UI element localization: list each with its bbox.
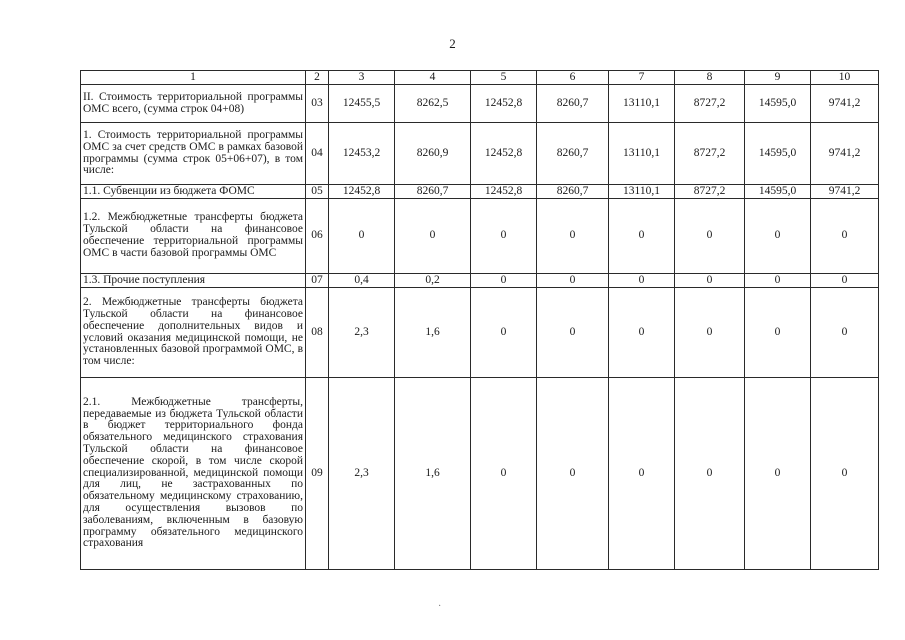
row-code: 04 <box>306 123 329 185</box>
table-cell: 9741,2 <box>811 185 879 199</box>
table-cell: 0 <box>745 199 811 274</box>
table-cell: 8260,7 <box>395 185 471 199</box>
table-cell: 0 <box>471 288 537 378</box>
table-header-row <box>81 71 879 85</box>
table-cell: 0 <box>329 199 395 274</box>
row-code: 05 <box>306 185 329 199</box>
table-cell: 14595,0 <box>745 123 811 185</box>
table-cell: 8260,7 <box>537 85 609 123</box>
table-cell: 8727,2 <box>675 185 745 199</box>
table-cell: 0 <box>537 378 609 570</box>
financial-table <box>80 70 879 570</box>
row-label: II. Стоимость территориальной программы ОМС всего, (сумма строк 04+08) <box>81 85 306 123</box>
table-row <box>81 85 879 123</box>
table-cell: 0 <box>609 288 675 378</box>
table-cell: 0 <box>675 199 745 274</box>
table-row <box>81 274 879 288</box>
column-header: 5 <box>471 71 537 85</box>
table-cell: 8260,9 <box>395 123 471 185</box>
table-row <box>81 185 879 199</box>
row-label: 1.2. Межбюджетные трансферты бюджета Тульской области на финансовое обеспечение территориальной программы ОМС в части базовой программы ОМС <box>81 199 306 274</box>
table-cell: 12452,8 <box>329 185 395 199</box>
table-cell: 0 <box>395 199 471 274</box>
table-cell: 1,6 <box>395 378 471 570</box>
column-header: 7 <box>609 71 675 85</box>
table-row <box>81 123 879 185</box>
table-cell: 0 <box>675 378 745 570</box>
table-cell: 0 <box>537 274 609 288</box>
row-code: 08 <box>306 288 329 378</box>
row-label: 1.1. Субвенции из бюджета ФОМС <box>81 185 306 199</box>
table-cell: 0 <box>811 199 879 274</box>
table-cell: 8262,5 <box>395 85 471 123</box>
column-header: 1 <box>81 71 306 85</box>
table-cell: 0 <box>811 288 879 378</box>
table-row <box>81 378 879 570</box>
table-cell: 0 <box>471 274 537 288</box>
table-cell: 0 <box>471 378 537 570</box>
table-cell: 0 <box>675 274 745 288</box>
table-cell: 8260,7 <box>537 185 609 199</box>
table-cell: 0 <box>609 274 675 288</box>
table-cell: 14595,0 <box>745 85 811 123</box>
table-cell: 0 <box>609 199 675 274</box>
scan-speck: · <box>438 601 442 612</box>
table-cell: 0 <box>745 288 811 378</box>
table-cell: 8727,2 <box>675 123 745 185</box>
table-cell: 8727,2 <box>675 85 745 123</box>
column-header: 10 <box>811 71 879 85</box>
table-cell: 0 <box>609 378 675 570</box>
table-cell: 0 <box>675 288 745 378</box>
table-cell: 13110,1 <box>609 185 675 199</box>
table-cell: 12452,8 <box>471 85 537 123</box>
table-cell: 0,2 <box>395 274 471 288</box>
table-cell: 12455,5 <box>329 85 395 123</box>
row-label: 1.3. Прочие поступления <box>81 274 306 288</box>
table-row <box>81 199 879 274</box>
table-cell: 12452,8 <box>471 123 537 185</box>
table-cell: 0 <box>537 199 609 274</box>
table-cell: 0 <box>811 274 879 288</box>
column-header: 4 <box>395 71 471 85</box>
row-label: 2.1. Межбюджетные трансферты, передаваемые из бюджета Тульской области в бюджет территориального фонда обязательного медицинского страхования Тульской области на финансовое обеспечение скорой, в том числе скорой специализированной, медицинской помощи для лиц, не застрахованных по обязательному медицинскому страхованию, для осуществления вызовов по заболеваниям, включенным в базовую программу обязательного медицинского страхования <box>81 378 306 570</box>
row-label: 2. Межбюджетные трансферты бюджета Тульской области на финансовое обеспечение дополнительных видов и условий оказания медицинской помощи, не установленных базовой программой ОМС, в том числе: <box>81 288 306 378</box>
table-cell: 13110,1 <box>609 123 675 185</box>
table-cell: 14595,0 <box>745 185 811 199</box>
row-label: 1. Стоимость территориальной программы ОМС за счет средств ОМС в рамках базовой программы (сумма строк 05+06+07), в том числе: <box>81 123 306 185</box>
table-cell: 8260,7 <box>537 123 609 185</box>
table-cell: 9741,2 <box>811 85 879 123</box>
column-header: 3 <box>329 71 395 85</box>
table-cell: 12453,2 <box>329 123 395 185</box>
table-cell: 2,3 <box>329 288 395 378</box>
table-cell: 0 <box>745 274 811 288</box>
table-cell: 0 <box>745 378 811 570</box>
column-header: 8 <box>675 71 745 85</box>
column-header: 6 <box>537 71 609 85</box>
table-row <box>81 288 879 378</box>
table-cell: 2,3 <box>329 378 395 570</box>
row-code: 07 <box>306 274 329 288</box>
table-cell: 0 <box>811 378 879 570</box>
column-header: 2 <box>306 71 329 85</box>
row-code: 09 <box>306 378 329 570</box>
row-code: 03 <box>306 85 329 123</box>
table-cell: 0 <box>537 288 609 378</box>
table-cell: 0,4 <box>329 274 395 288</box>
table-cell: 1,6 <box>395 288 471 378</box>
row-code: 06 <box>306 199 329 274</box>
table-cell: 0 <box>471 199 537 274</box>
table-cell: 12452,8 <box>471 185 537 199</box>
page-number: 2 <box>449 36 456 51</box>
table-cell: 13110,1 <box>609 85 675 123</box>
table-cell: 9741,2 <box>811 123 879 185</box>
column-header: 9 <box>745 71 811 85</box>
